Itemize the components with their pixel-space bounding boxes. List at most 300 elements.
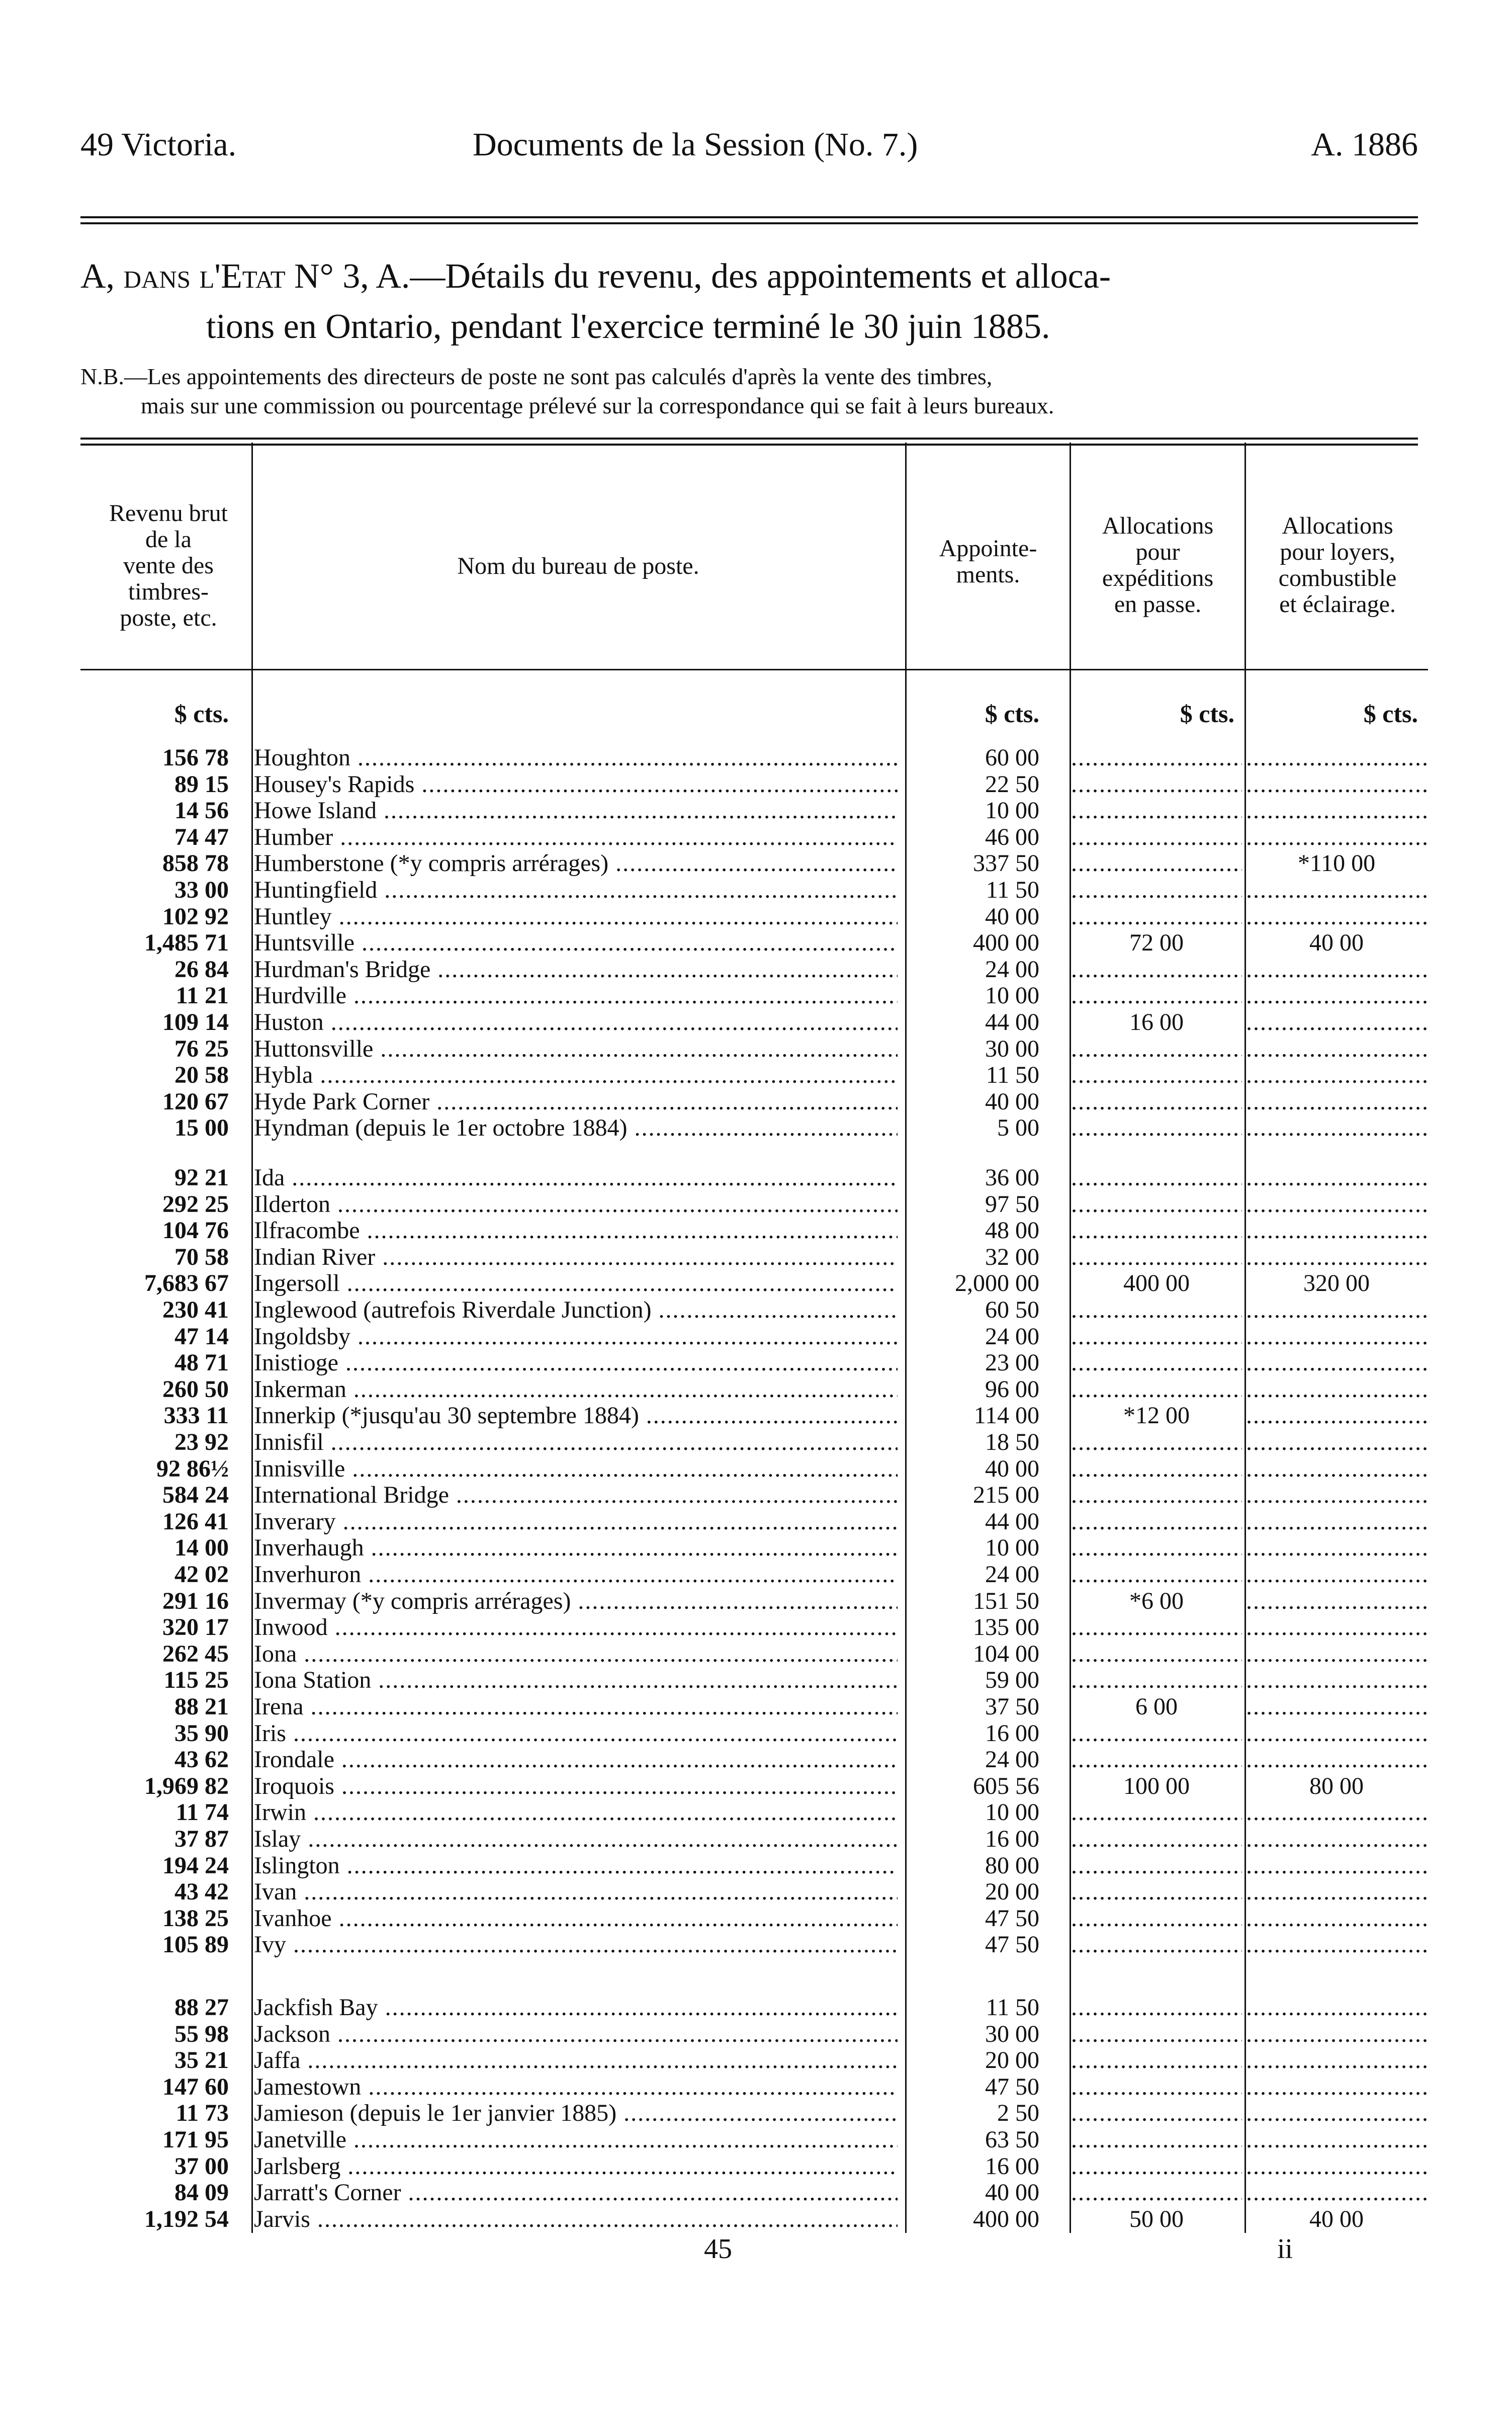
- rent-cell: [1246, 877, 1427, 903]
- shipping-cell: [1071, 797, 1242, 824]
- post-office-name: Huttonsville .....: [254, 1035, 898, 1062]
- post-office-name: Huntley .....: [254, 903, 898, 930]
- rent-cell: [1246, 1164, 1427, 1191]
- rent-cell: [1246, 1667, 1427, 1693]
- revenue-cell: 33 00: [174, 877, 229, 903]
- col-rent-l2: pour loyers,: [1280, 539, 1395, 565]
- title-prefix: A,: [80, 257, 115, 296]
- table-row: [0, 1270, 1512, 1297]
- salary-cell: 10 00: [985, 1534, 1039, 1562]
- salary-cell: 40 00: [985, 903, 1039, 930]
- shipping-cell: [1071, 903, 1242, 930]
- shipping-cell: [1071, 1508, 1242, 1535]
- revenue-cell: 76 25: [174, 1035, 229, 1062]
- salary-cell: 605 56: [973, 1772, 1039, 1799]
- rent-cell: [1246, 1323, 1427, 1350]
- shipping-cell: [1071, 1164, 1242, 1191]
- post-office-name: Humberstone (*y compris arrérages) .....: [254, 850, 898, 877]
- post-office-name: Ilderton .....: [254, 1191, 898, 1218]
- rent-cell: [1246, 1297, 1427, 1323]
- post-office-name: Howe Island .....: [254, 797, 898, 824]
- table-row: [0, 2100, 1512, 2126]
- table-row: [0, 2047, 1512, 2074]
- revenue-cell: 120 67: [162, 1088, 229, 1115]
- salary-cell: 337 50: [973, 850, 1039, 877]
- salary-cell: 60 00: [985, 744, 1039, 771]
- table-row: [0, 1035, 1512, 1062]
- salary-cell: 400 00: [973, 929, 1039, 957]
- revenue-cell: 35 90: [174, 1719, 229, 1747]
- rent-cell: [1246, 1534, 1427, 1561]
- salary-cell: 114 00: [973, 1402, 1039, 1429]
- revenue-cell: 11 74: [175, 1799, 229, 1826]
- revenue-cell: 88 21: [174, 1693, 229, 1720]
- table-row: [0, 1429, 1512, 1455]
- rent-cell: [1246, 1035, 1427, 1062]
- table-row: [0, 1693, 1512, 1720]
- salary-cell: 23 00: [985, 1349, 1039, 1376]
- post-office-name: Iroquois .....: [254, 1773, 898, 1799]
- col-revenue-l5: poste, etc.: [120, 605, 217, 631]
- post-office-name: Innerkip (*jusqu'au 30 septembre 1884) .....: [254, 1402, 898, 1429]
- revenue-cell: 42 02: [174, 1561, 229, 1588]
- table-row: [0, 2206, 1512, 2232]
- table-row: [0, 1455, 1512, 1482]
- rent-cell: [1246, 1114, 1427, 1141]
- salary-cell: 59 00: [985, 1667, 1039, 1694]
- rent-cell: [1246, 1994, 1427, 2021]
- shipping-cell: [1071, 850, 1242, 877]
- post-office-name: Huntsville .....: [254, 929, 898, 956]
- post-office-name: Ida .....: [254, 1164, 898, 1191]
- salary-cell: 32 00: [985, 1243, 1039, 1270]
- col-rent-l1: Allocations: [1282, 512, 1393, 539]
- shipping-cell: 16 00: [1129, 1009, 1184, 1035]
- table-row: [0, 1614, 1512, 1641]
- post-office-name: Inverary .....: [254, 1508, 898, 1535]
- shipping-cell: 72 00: [1129, 929, 1184, 957]
- revenue-cell: 291 16: [162, 1587, 229, 1614]
- col-shipping-l1: Allocations: [1102, 512, 1214, 539]
- rent-cell: [1246, 1508, 1427, 1535]
- col-salary-l2: ments.: [956, 561, 1020, 588]
- revenue-cell: 104 76: [162, 1217, 229, 1244]
- table-row: [0, 1164, 1512, 1191]
- shipping-cell: [1071, 1455, 1242, 1482]
- shipping-cell: [1071, 1746, 1242, 1773]
- shipping-cell: [1071, 1561, 1242, 1588]
- table-row: [0, 1482, 1512, 1508]
- table-row: [0, 1773, 1512, 1799]
- col-rent-l4: et éclairage.: [1279, 591, 1396, 618]
- post-office-name: Houghton .....: [254, 744, 898, 771]
- revenue-cell: 230 41: [162, 1297, 229, 1323]
- salary-cell: 135 00: [973, 1614, 1039, 1641]
- shipping-cell: [1071, 1191, 1242, 1218]
- shipping-cell: [1071, 1667, 1242, 1693]
- table-row: [0, 1561, 1512, 1588]
- shipping-cell: [1071, 1323, 1242, 1350]
- table-row: [0, 1826, 1512, 1852]
- post-office-name: Inkerman .....: [254, 1376, 898, 1403]
- header-documents: Documents de la Session (No. 7.): [473, 126, 918, 163]
- salary-cell: 22 50: [985, 770, 1039, 798]
- rent-cell: [1246, 1852, 1427, 1879]
- shipping-cell: [1071, 1114, 1242, 1141]
- shipping-cell: [1071, 1088, 1242, 1115]
- table-row: [0, 824, 1512, 850]
- shipping-cell: 50 00: [1129, 2205, 1184, 2232]
- table-row: [0, 1349, 1512, 1376]
- salary-cell: 97 50: [985, 1190, 1039, 1218]
- shipping-cell: 6 00: [1135, 1693, 1178, 1720]
- col-salary-l1: Appointe-: [939, 535, 1037, 562]
- post-office-name: Ingoldsby .....: [254, 1323, 898, 1350]
- rent-cell: [1246, 1088, 1427, 1115]
- revenue-cell: 320 17: [162, 1614, 229, 1641]
- post-office-name: Innisville .....: [254, 1455, 898, 1482]
- page-number: 45: [704, 2233, 732, 2265]
- revenue-cell: 11 73: [175, 2100, 229, 2127]
- shipping-cell: [1071, 1720, 1242, 1747]
- title-line-2: tions en Ontario, pendant l'exercice terminé le 30 juin 1885.: [206, 307, 1050, 346]
- table-row: [0, 1244, 1512, 1270]
- table-row: [0, 1878, 1512, 1905]
- post-office-name: Jamieson (depuis le 1er janvier 1885) .....: [254, 2100, 898, 2126]
- revenue-cell: 171 95: [162, 2126, 229, 2153]
- shipping-cell: [1071, 1244, 1242, 1270]
- salary-cell: 48 00: [985, 1217, 1039, 1244]
- rent-cell: [1246, 2074, 1427, 2100]
- table-row: [0, 1062, 1512, 1088]
- rent-cell: [1246, 982, 1427, 1009]
- salary-cell: 18 50: [985, 1429, 1039, 1455]
- post-office-name: Irondale .....: [254, 1746, 898, 1773]
- salary-cell: 40 00: [985, 1455, 1039, 1482]
- table-row: [0, 982, 1512, 1009]
- salary-cell: 10 00: [985, 797, 1039, 824]
- rent-cell: [1246, 1349, 1427, 1376]
- table-row: [0, 1588, 1512, 1614]
- revenue-cell: 23 92: [174, 1429, 229, 1455]
- shipping-cell: *12 00: [1123, 1402, 1190, 1429]
- revenue-cell: 26 84: [174, 956, 229, 983]
- rent-cell: 40 00: [1309, 929, 1364, 957]
- col-revenue-l1: Revenu brut: [109, 500, 228, 527]
- table-row: [0, 1641, 1512, 1667]
- title-dans: dans l'Etat: [123, 257, 286, 296]
- revenue-cell: 11 21: [175, 982, 229, 1009]
- table-row: [0, 1994, 1512, 2021]
- table-row: [0, 1217, 1512, 1244]
- title-line-1: [80, 251, 1418, 302]
- revenue-cell: 88 27: [174, 1994, 229, 2021]
- salary-cell: 36 00: [985, 1164, 1039, 1191]
- table-row: [0, 1009, 1512, 1035]
- salary-cell: 16 00: [985, 1719, 1039, 1747]
- shipping-cell: [1071, 1297, 1242, 1323]
- shipping-cell: [1071, 2179, 1242, 2206]
- table-row: [0, 1746, 1512, 1773]
- post-office-name: Hyndman (depuis le 1er octobre 1884) .....: [254, 1114, 898, 1141]
- revenue-cell: 584 24: [162, 1482, 229, 1509]
- salary-cell: 2,000 00: [955, 1270, 1039, 1297]
- revenue-cell: 292 25: [162, 1190, 229, 1218]
- post-office-name: Housey's Rapids .....: [254, 771, 898, 798]
- shipping-cell: [1071, 824, 1242, 850]
- shipping-cell: [1071, 1534, 1242, 1561]
- rent-cell: [1246, 1402, 1427, 1429]
- revenue-cell: 1,192 54: [144, 2205, 229, 2232]
- post-office-name: Hurdman's Bridge .....: [254, 956, 898, 983]
- revenue-cell: 89 15: [174, 770, 229, 798]
- table-row: [0, 903, 1512, 930]
- salary-cell: 37 50: [985, 1693, 1039, 1720]
- post-office-name: Hyde Park Corner .....: [254, 1088, 898, 1115]
- revenue-cell: 43 62: [174, 1746, 229, 1773]
- shipping-cell: [1071, 1878, 1242, 1905]
- rent-cell: [1246, 1799, 1427, 1826]
- table-row: [0, 797, 1512, 824]
- table-row: [0, 1191, 1512, 1218]
- revenue-cell: 92 21: [174, 1164, 229, 1191]
- revenue-cell: 262 45: [162, 1640, 229, 1667]
- salary-cell: 47 50: [985, 2073, 1039, 2100]
- revenue-cell: 92 86½: [156, 1455, 229, 1482]
- rent-cell: [1246, 2153, 1427, 2180]
- post-office-name: Invermay (*y compris arrérages) .....: [254, 1588, 898, 1614]
- post-office-name: Ivy .....: [254, 1931, 898, 1958]
- shipping-cell: [1071, 1994, 1242, 2021]
- table-row: [0, 1114, 1512, 1141]
- rent-cell: [1246, 956, 1427, 983]
- rent-cell: [1246, 2126, 1427, 2153]
- revenue-cell: 48 71: [174, 1349, 229, 1376]
- units-revenue: $ cts.: [174, 700, 229, 728]
- table-row: [0, 1297, 1512, 1323]
- table-row: [0, 1852, 1512, 1879]
- post-office-name: Humber .....: [254, 824, 898, 850]
- salary-cell: 40 00: [985, 2179, 1039, 2206]
- shipping-cell: [1071, 1905, 1242, 1932]
- title-rest: N° 3, A.—Détails du revenu, des appointements et alloca-: [294, 257, 1111, 296]
- shipping-cell: [1071, 1482, 1242, 1508]
- revenue-cell: 105 89: [162, 1931, 229, 1958]
- shipping-cell: [1071, 1062, 1242, 1088]
- salary-cell: 11 50: [986, 1994, 1039, 2021]
- rent-cell: [1246, 744, 1427, 771]
- table-row: [0, 1508, 1512, 1535]
- post-office-name: Ilfracombe .....: [254, 1217, 898, 1244]
- shipping-cell: [1071, 2074, 1242, 2100]
- salary-cell: 11 50: [986, 1062, 1039, 1089]
- col-header-name: Nom du bureau de poste.: [457, 553, 699, 579]
- rent-cell: [1246, 1588, 1427, 1614]
- post-office-name: Iona Station .....: [254, 1667, 898, 1693]
- note: [80, 362, 1418, 420]
- shipping-cell: 400 00: [1123, 1270, 1190, 1297]
- revenue-cell: 102 92: [162, 903, 229, 930]
- salary-cell: 151 50: [973, 1587, 1039, 1614]
- shipping-cell: [1071, 1035, 1242, 1062]
- salary-cell: 63 50: [985, 2126, 1039, 2153]
- col-header-revenue: [85, 500, 251, 631]
- rent-cell: [1246, 797, 1427, 824]
- col-shipping-l2: pour: [1135, 539, 1180, 565]
- salary-cell: 10 00: [985, 982, 1039, 1009]
- rent-cell: [1246, 1561, 1427, 1588]
- table-title: [80, 251, 1418, 352]
- salary-cell: 20 00: [985, 2047, 1039, 2074]
- table-row: [0, 771, 1512, 798]
- table-row: [0, 1402, 1512, 1429]
- table-row: [0, 1667, 1512, 1693]
- revenue-cell: 858 78: [162, 850, 229, 877]
- table-row: [0, 877, 1512, 903]
- revenue-cell: 115 25: [163, 1667, 229, 1694]
- revenue-cell: 37 87: [174, 1826, 229, 1852]
- table-row: [0, 929, 1512, 956]
- rent-cell: [1246, 771, 1427, 798]
- post-office-name: Jackson .....: [254, 2021, 898, 2047]
- rent-cell: [1246, 1878, 1427, 1905]
- salary-cell: 40 00: [985, 1088, 1039, 1115]
- post-office-name: Inverhuron .....: [254, 1561, 898, 1588]
- salary-cell: 11 50: [986, 877, 1039, 903]
- shipping-cell: [1071, 956, 1242, 983]
- rent-cell: [1246, 1244, 1427, 1270]
- shipping-cell: [1071, 1614, 1242, 1641]
- revenue-cell: 55 98: [174, 2020, 229, 2047]
- shipping-cell: [1071, 2126, 1242, 2153]
- post-office-name: Inverhaugh .....: [254, 1534, 898, 1561]
- note-line-1: N.B.—Les appointements des directeurs de poste ne sont pas calculés d'après la vente des timbres,: [80, 364, 993, 389]
- rent-cell: [1246, 1693, 1427, 1720]
- shipping-cell: [1071, 2153, 1242, 2180]
- salary-cell: 400 00: [973, 2205, 1039, 2232]
- shipping-cell: [1071, 1931, 1242, 1958]
- col-shipping-l3: expéditions: [1102, 565, 1214, 591]
- table-row: [0, 956, 1512, 983]
- table-row: [0, 1534, 1512, 1561]
- header-rule: [80, 216, 1418, 224]
- salary-cell: 24 00: [985, 1323, 1039, 1350]
- shipping-cell: [1071, 1799, 1242, 1826]
- revenue-cell: 260 50: [162, 1375, 229, 1403]
- salary-cell: 30 00: [985, 2020, 1039, 2047]
- post-office-name: Inwood .....: [254, 1614, 898, 1641]
- salary-cell: 44 00: [985, 1508, 1039, 1535]
- post-office-name: Huston .....: [254, 1009, 898, 1035]
- post-office-name: Innisfil .....: [254, 1429, 898, 1455]
- shipping-cell: [1071, 2021, 1242, 2047]
- rent-cell: [1246, 1009, 1427, 1035]
- post-office-name: Hybla .....: [254, 1062, 898, 1088]
- revenue-cell: 1,485 71: [144, 929, 229, 957]
- table-row: [0, 2153, 1512, 2180]
- revenue-cell: 109 14: [162, 1009, 229, 1035]
- shipping-cell: [1071, 2047, 1242, 2074]
- rent-cell: [1246, 2179, 1427, 2206]
- salary-cell: 20 00: [985, 1878, 1039, 1906]
- revenue-cell: 1,969 82: [144, 1772, 229, 1799]
- shipping-cell: [1071, 1429, 1242, 1455]
- salary-cell: 104 00: [973, 1640, 1039, 1667]
- rent-cell: *110 00: [1297, 850, 1376, 877]
- shipping-cell: [1071, 1349, 1242, 1376]
- rent-cell: [1246, 1746, 1427, 1773]
- revenue-cell: 333 11: [163, 1402, 229, 1429]
- rent-cell: [1246, 824, 1427, 850]
- post-office-name: Iris .....: [254, 1720, 898, 1747]
- salary-cell: 16 00: [985, 2152, 1039, 2180]
- rent-cell: 40 00: [1309, 2205, 1364, 2232]
- revenue-cell: 37 00: [174, 2152, 229, 2180]
- post-office-name: Ingersoll .....: [254, 1270, 898, 1297]
- salary-cell: 80 00: [985, 1852, 1039, 1879]
- salary-cell: 215 00: [973, 1482, 1039, 1509]
- revenue-cell: 70 58: [174, 1243, 229, 1270]
- salary-cell: 24 00: [985, 956, 1039, 983]
- signature-mark: ii: [1277, 2233, 1293, 2265]
- post-office-name: Ivan .....: [254, 1878, 898, 1905]
- salary-cell: 24 00: [985, 1746, 1039, 1773]
- post-office-name: Irena .....: [254, 1693, 898, 1720]
- table-row: [0, 850, 1512, 877]
- table-row: [0, 1088, 1512, 1115]
- rent-cell: [1246, 1429, 1427, 1455]
- shipping-cell: [1071, 877, 1242, 903]
- col-header-rent: [1247, 513, 1428, 618]
- shipping-cell: *6 00: [1129, 1587, 1184, 1614]
- post-office-name: Indian River .....: [254, 1244, 898, 1270]
- salary-cell: 46 00: [985, 823, 1039, 850]
- revenue-cell: 84 09: [174, 2179, 229, 2206]
- col-revenue-l3: vente des: [123, 552, 214, 579]
- table-row: [0, 1323, 1512, 1350]
- units-salary: $ cts.: [985, 700, 1039, 728]
- post-office-name: Jarvis .....: [254, 2206, 898, 2232]
- post-office-name: Islay .....: [254, 1826, 898, 1852]
- salary-cell: 16 00: [985, 1826, 1039, 1852]
- shipping-cell: [1071, 1641, 1242, 1667]
- table-row: [0, 2074, 1512, 2100]
- post-office-name: International Bridge .....: [254, 1482, 898, 1508]
- table-row: [0, 1799, 1512, 1826]
- post-office-name: Huntingfield .....: [254, 877, 898, 903]
- table-row: [0, 1931, 1512, 1958]
- header-bottom-rule: [80, 669, 1428, 670]
- units-shipping: $ cts.: [1180, 700, 1234, 728]
- col-revenue-l2: de la: [145, 526, 192, 553]
- revenue-cell: 194 24: [162, 1852, 229, 1879]
- shipping-cell: [1071, 1826, 1242, 1852]
- col-header-shipping: [1071, 513, 1244, 618]
- post-office-name: Islington .....: [254, 1852, 898, 1879]
- table-row: [0, 2021, 1512, 2047]
- revenue-cell: 126 41: [162, 1508, 229, 1535]
- revenue-cell: 147 60: [162, 2073, 229, 2100]
- revenue-cell: 20 58: [174, 1062, 229, 1089]
- rent-cell: [1246, 1062, 1427, 1088]
- col-revenue-l4: timbres-: [128, 578, 209, 605]
- shipping-cell: [1071, 1852, 1242, 1879]
- revenue-cell: 7,683 67: [144, 1270, 229, 1297]
- header-year: A. 1886: [1311, 126, 1418, 163]
- rent-cell: 320 00: [1303, 1270, 1370, 1297]
- rent-cell: [1246, 1376, 1427, 1403]
- post-office-name: Jaffa .....: [254, 2047, 898, 2074]
